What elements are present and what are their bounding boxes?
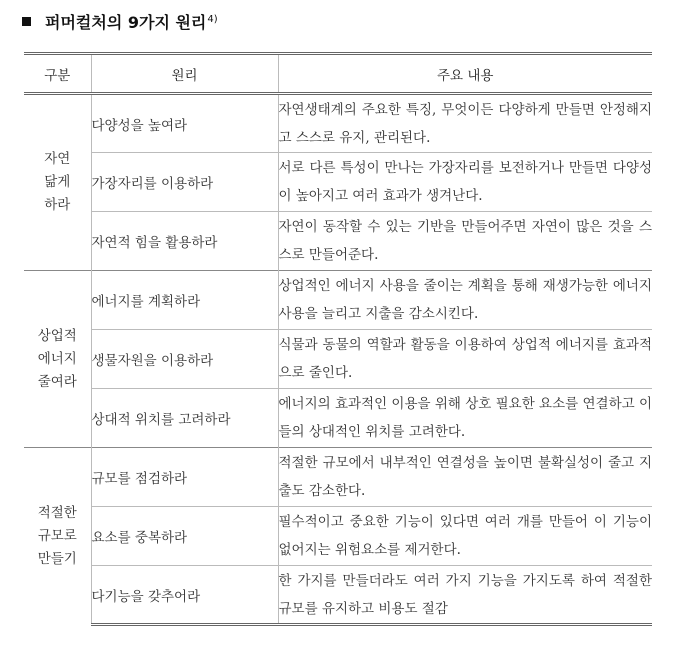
table-header-row bbox=[24, 54, 652, 94]
description-cell: 상업적인 에너지 사용을 줄이는 계획을 통해 재생가능한 에너지 사용을 늘리고 지출을 감소시킨다. bbox=[278, 271, 652, 330]
header-category: 구분 bbox=[24, 54, 91, 94]
category-cell-energy: 상업적 에너지 줄여라 bbox=[24, 271, 91, 448]
description-cell: 자연이 동작할 수 있는 기반을 만들어주면 자연이 많은 것을 스스로 만들어준다. bbox=[278, 212, 652, 271]
principle-cell: 다기능을 갖추어라 bbox=[91, 566, 278, 625]
description-cell: 서로 다른 특성이 만나는 가장자리를 보전하거나 만들면 다양성이 높아지고 여러 효과가 생겨난다. bbox=[278, 153, 652, 212]
description-cell: 적절한 규모에서 내부적인 연결성을 높이면 불확실성이 줄고 지출도 감소한다. bbox=[278, 448, 652, 507]
table-row bbox=[24, 94, 652, 153]
table-row bbox=[24, 507, 652, 566]
description-cell: 필수적이고 중요한 기능이 있다면 여러 개를 만들어 이 기능이 없어지는 위험요소를 제거한다. bbox=[278, 507, 652, 566]
principle-cell: 에너지를 계획하라 bbox=[91, 271, 278, 330]
principle-cell: 규모를 점검하라 bbox=[91, 448, 278, 507]
principle-cell: 다양성을 높여라 bbox=[91, 94, 278, 153]
principle-cell: 요소를 중복하라 bbox=[91, 507, 278, 566]
description-cell: 식물과 동물의 역할과 활동을 이용하여 상업적 에너지를 효과적으로 줄인다. bbox=[278, 330, 652, 389]
title-text: 퍼머컬처의 9가지 원리 bbox=[45, 12, 207, 32]
table-row bbox=[24, 271, 652, 330]
principles-table bbox=[24, 52, 652, 626]
category-cell-nature: 자연 닮게 하라 bbox=[24, 94, 91, 271]
description-cell: 한 가지를 만들더라도 여러 가지 기능을 가지도록 하여 적절한 규모를 유지하고 비용도 절감 bbox=[278, 566, 652, 625]
square-bullet-icon bbox=[22, 17, 31, 26]
principle-cell: 생물자원을 이용하라 bbox=[91, 330, 278, 389]
table-row bbox=[24, 566, 652, 625]
category-cell-scale: 적절한 규모로 만들기 bbox=[24, 448, 91, 625]
header-content: 주요 내용 bbox=[278, 54, 652, 94]
header-principle: 원리 bbox=[91, 54, 278, 94]
table-row bbox=[24, 389, 652, 448]
description-cell: 에너지의 효과적인 이용을 위해 상호 필요한 요소를 연결하고 이들의 상대적인 위치를 고려한다. bbox=[278, 389, 652, 448]
table-row bbox=[24, 448, 652, 507]
table-row bbox=[24, 153, 652, 212]
principle-cell: 상대적 위치를 고려하라 bbox=[91, 389, 278, 448]
description-cell: 자연생태계의 주요한 특징, 무엇이든 다양하게 만들면 안정해지고 스스로 유지, 관리된다. bbox=[278, 94, 652, 153]
table-row bbox=[24, 330, 652, 389]
footnote-marker[interactable]: 4) bbox=[207, 13, 218, 25]
principle-cell: 자연적 힘을 활용하라 bbox=[91, 212, 278, 271]
principle-cell: 가장자리를 이용하라 bbox=[91, 153, 278, 212]
table-row bbox=[24, 212, 652, 271]
section-title bbox=[16, 8, 218, 34]
